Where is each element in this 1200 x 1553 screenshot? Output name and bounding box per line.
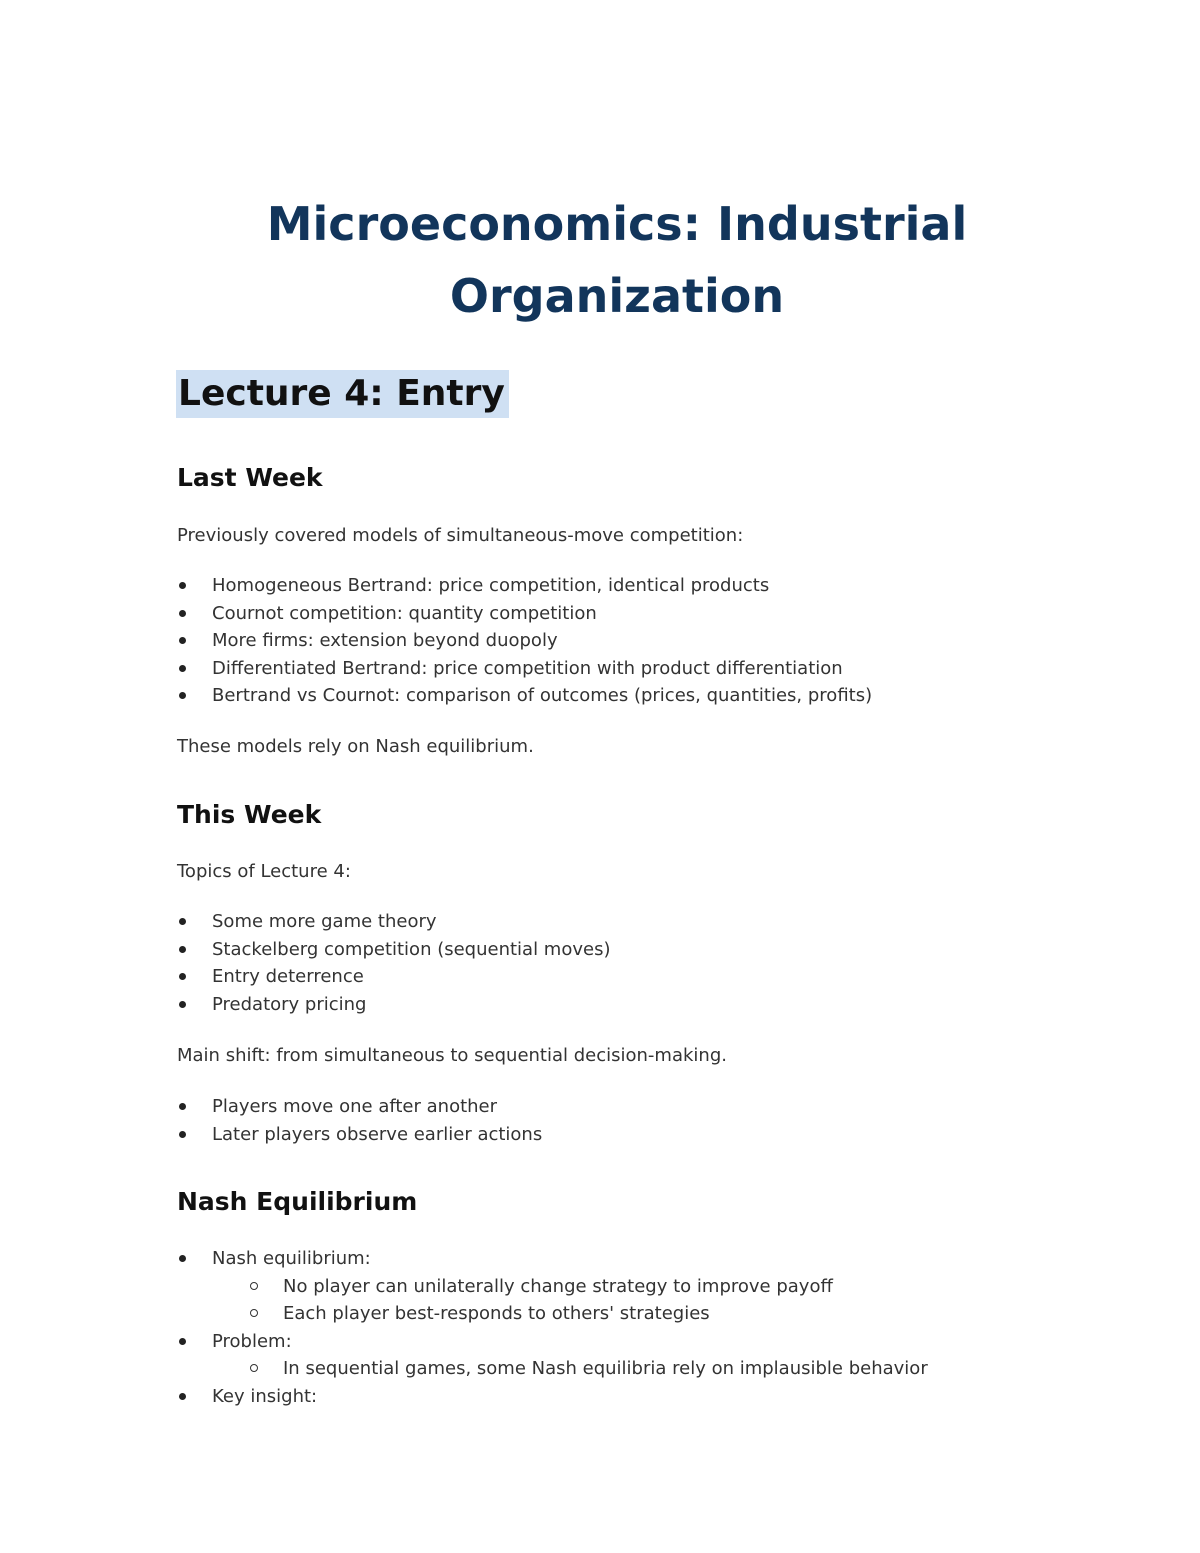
bullet-icon	[179, 582, 186, 589]
section-heading-nash-equilibrium: Nash Equilibrium	[177, 1187, 418, 1216]
bullet-icon	[179, 637, 186, 644]
bullet-icon	[179, 1131, 186, 1138]
this-week-intro: Topics of Lecture 4:	[177, 861, 351, 882]
bullet-icon	[179, 1001, 186, 1008]
section-heading-this-week: This Week	[177, 800, 322, 829]
hollow-bullet-icon	[250, 1364, 258, 1372]
bullet-icon	[179, 946, 186, 953]
bullet-icon	[179, 1338, 186, 1345]
bullet-icon	[179, 665, 186, 672]
document-page: Microeconomics: Industrial Organization Lecture 4: Entry Last Week Previously covered models of simultaneous-move competition: Homogeneous Bertrand: price competition, identical products Cournot competition: quantity competition More firms: extension beyond duopoly Differentiated Bertrand: price competition with product differentiation Bertrand vs Cournot: comparison of outcomes (prices, quantities, profits) These models rely on Nash equilibrium. This Week Topics of Lecture 4: Some more game theory Stackelberg competition (sequential moves) Entry deterrence Predatory pricing Main shift: from simultaneous to sequential decision-making. Players move one after another Later players observe earlier actions Nash Equilibrium Nash equilibrium: No player can unilaterally change strategy to improve payoff Each player best-responds to others' strategies Problem: In sequential games, some Nash equilibria rely on implausible behavior Key insight:	[0, 0, 1200, 1553]
last-week-intro: Previously covered models of simultaneous-move competition:	[177, 525, 744, 546]
section-heading-last-week: Last Week	[177, 463, 323, 492]
bullet-icon	[179, 1103, 186, 1110]
bullet-icon	[179, 1393, 186, 1400]
bullet-icon	[179, 918, 186, 925]
hollow-bullet-icon	[250, 1282, 258, 1290]
bullet-icon	[179, 1255, 186, 1262]
main-shift-text: Main shift: from simultaneous to sequential decision-making.	[177, 1045, 727, 1066]
lecture-title: Lecture 4: Entry	[176, 370, 509, 418]
bullet-icon	[179, 973, 186, 980]
hollow-bullet-icon	[250, 1309, 258, 1317]
last-week-outro: These models rely on Nash equilibrium.	[177, 736, 534, 757]
document-title: Microeconomics: Industrial Organization	[266, 197, 968, 323]
bullet-icon	[179, 610, 186, 617]
bullet-icon	[179, 692, 186, 699]
